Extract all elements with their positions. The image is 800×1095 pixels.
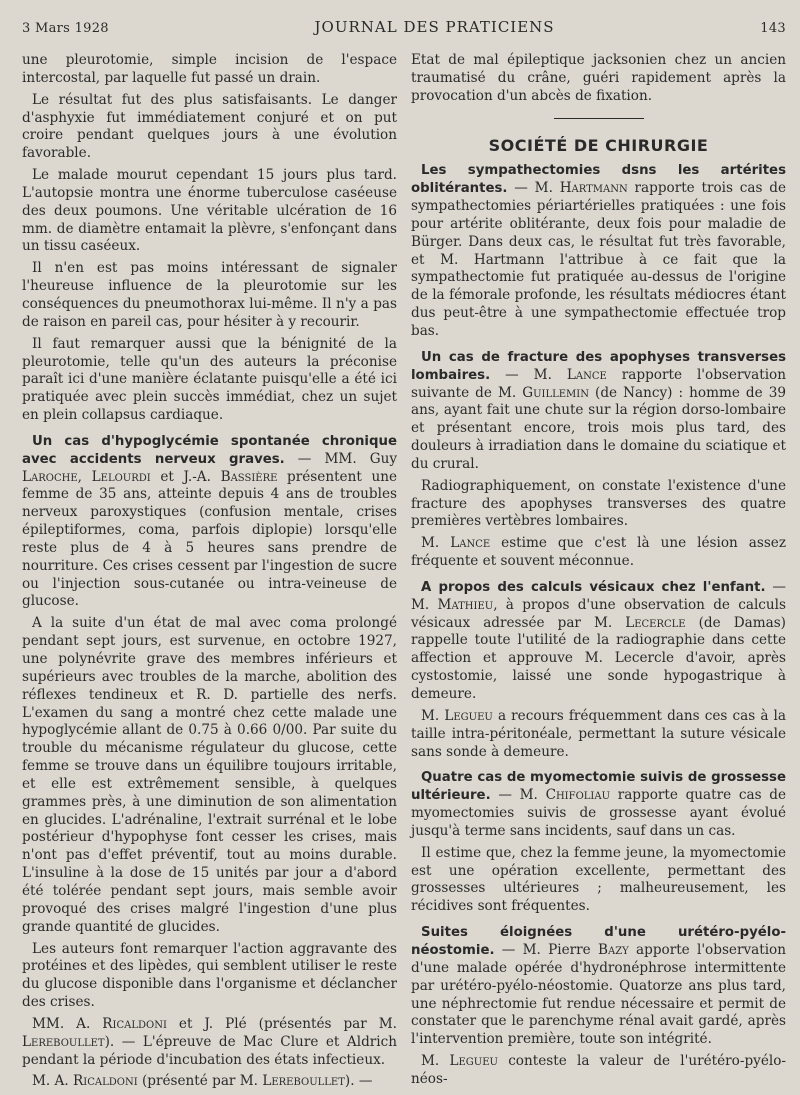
author-name: Ricaldoni (102, 1015, 167, 1032)
paragraph: Etat de mal épileptique jacksonien chez un ancien traumatisé du crâne, guéri rapidement après la provocation d'un abcès de fixation. (411, 52, 786, 104)
paragraph: M. A. Ricaldoni (présenté par M. Lereboullet). — (32, 1073, 373, 1090)
communication-calculs: A propos des calculs vésicaux chez l'enfant. — M. Mathieu, à propos d'une observation de calculs vésicaux adressée par M. Lecercle (de Damas) rappelle toute l'utilité de la radiographie dans cette affection et approuve M. Lecercle d'avoir, après cystostomie, laissé une sonde hypogastrique à demeure. (411, 578, 786, 702)
communication-title: Un cas de fracture des apophyses transverses lombaires. (411, 349, 786, 383)
paragraph: Il n'en est pas moins intéressant de signaler l'heureuse influence de la pleurotomie sur les conséquences du pneumothorax lui-même. Il n'y a pas de raison en pareil cas, pour hésiter à y recourir. (22, 260, 397, 330)
author-name: Lance (450, 535, 491, 552)
author-name: Lereboullet (22, 1033, 105, 1050)
paragraph: Le malade mourut cependant 15 jours plus tard. L'autopsie montra une énorme tuberculose caséeuse des deux poumons. Une véritable ulcération de 16 mm. de diamètre entamait la plèvre, s'enfonçant dans un tissu caséeux. (22, 167, 397, 255)
paragraph: M. Lance estime que c'est là une lésion assez fréquente et souvent méconnue. (411, 535, 786, 570)
page-number: 143 (760, 21, 786, 36)
author-name: Bazy (597, 941, 629, 958)
author-name: Lecercle (625, 614, 686, 631)
communication-title: Les sympathectomies dsns les artérites oblitérantes. (411, 163, 786, 197)
communication-fracture: Un cas de fracture des apophyses transverses lombaires. — M. Lance rapporte l'observation suivante de M. Guillemin (de Nancy) : homme de 39 ans, ayant fait une chute sur la région dorso-lombaire et présentant encore, trois mois plus tard, des douleurs à irradiation dans le domaine du sciatique et du crural. (411, 349, 787, 472)
journal-title: JOURNAL DES PRATICIENS (314, 18, 555, 36)
author-name: Guillemin (522, 384, 589, 401)
communication-title: A propos des calculs vésicaux chez l'enfant. (421, 579, 766, 595)
communication-myomectomie: Quatre cas de myomectomie suivis de grossesse ultérieure. — M. Chifoliau rapporte quatre cas de myomectomies suivis de grossesse ayant évolué jusqu'à terme sans incidents, sauf dans un cas. (411, 770, 786, 839)
right-column (411, 52, 786, 1095)
communication-title: Quatre cas de myomectomie suivis de grossesse ultérieure. (411, 770, 786, 804)
running-head (22, 18, 786, 42)
paragraph: M. Legueu a recours fréquemment dans ces cas à la taille intra-péritonéale, permettant la suture vésicale sans sonde à demeure. (411, 707, 786, 760)
paragraph: Le résultat fut des plus satisfaisants. Le danger d'asphyxie fut immédiatement conjuré et on put croire pendant quelques jours à une évolution favorable. (22, 91, 397, 162)
author-name: Laroche (22, 468, 78, 485)
author-name: Legueu (444, 707, 493, 724)
paragraph: M. Legueu conteste la valeur de l'urétéro-pyélo-néos- (411, 1053, 787, 1087)
section-divider (554, 118, 644, 119)
paragraph: une pleurotomie, simple incision de l'espace intercostal, par laquelle fut passé un drain. (22, 52, 397, 86)
issue-date: 3 Mars 1928 (22, 21, 109, 36)
paragraph: Radiographiquement, on constate l'existence d'une fracture des apophyses transverses des quatre premières vertèbres lombaires. (411, 477, 786, 530)
author-name: Legueu (449, 1053, 498, 1070)
communication-title: Un cas d'hypoglycémie spontanée chronique avec accidents nerveux graves. (22, 433, 397, 467)
paragraph: MM. A. Ricaldoni et J. Plé (présentés par M. Lereboullet). — L'épreuve de Mac Clure et Aldrich pendant la période d'incubation des états infectieux. (22, 1015, 397, 1068)
author-name: Chifoliau (545, 787, 611, 804)
communication-hypoglycemie: Un cas d'hypoglycémie spontanée chronique avec accidents nerveux graves. — MM. Guy Laroche, Lelourdi et J.-A. Bassière présentent une femme de 35 ans, atteinte depuis 4 ans de troubles nerveux paroxystiques (confusion mentale, crises épileptiformes, coma, parfois diplopie) lorsqu'elle reste plus de 4 à 5 heures sans prendre de nourriture. Ces crises cessent par l'ingestion de sucre ou l'injection sous-cutanée ou intra-veineuse de glucose. (22, 433, 398, 610)
author-name: Lereboullet (262, 1073, 345, 1090)
section-title: SOCIÉTÉ DE CHIRURGIE (488, 135, 709, 155)
communication-title: Suites éloignées d'une urétéro-pyélo-néostomie. (411, 925, 786, 958)
communication-ureteropyelo: Suites éloignées d'une urétéro-pyélo-néostomie. — M. Pierre Bazy apporte l'observation d'une malade opérée d'hydronéphrose intermittente par urétéro-pyélo-néostomie. Quatorze ans plus tard, une néphrectomie fut rendue nécessaire et permit de constater que le parenchyme rénal avait gardé, après l'intervention première, toute son intégrité. (411, 925, 786, 1048)
text-columns (22, 52, 786, 1095)
paragraph: Il faut remarquer aussi que la bénignité de la pleurotomie, telle qu'un des auteurs la préconise paraît ici d'une manière éclatante puisqu'elle a été ici pratiquée avec plein succès immédiat, chez un sujet en plein collapsus cardiaque. (22, 335, 397, 424)
author-name: Hartmann (559, 180, 628, 197)
author-name: Bassière (220, 468, 278, 485)
paragraph: A la suite d'un état de mal avec coma prolongé pendant sept jours, est survenue, en octobre 1927, une polynévrite grave des membres inférieurs et supérieurs avec troubles de la marche, abolition des réflexes tendineux et R. D. partielle des nerfs. L'examen du sang a montré chez cette malade une hypoglycémie allant de 0.75 à 0.66 0/00. Par suite du trouble du mécanisme régulateur du glucose, cette femme se trouve dans un équilibre toujours irritable, et elle est extrêmement sensible, à quelques grammes près, à une diminution de son alimentation en glucides. L'adrénaline, l'extrait surrénal et le lobe postérieur d'hypophyse font cesser les crises, mais n'ont pas d'effet préventif, tout au moins durable. L'insuline à la dose de 15 unités par jour a d'abord été tolérée pendant sept jours, mais semble avoir provoqué des crises malgré l'ingestion d'une plus grande quantité de glucides. (22, 615, 397, 935)
author-name: Lance (566, 366, 607, 383)
author-name: Mathieu (437, 596, 494, 613)
paragraph: Il estime que, chez la femme jeune, la myomectomie est une opération excellente, permettant des grossesses ultérieures ; malheureusement, les récidives sont fréquentes. (411, 844, 786, 915)
author-name: Ricaldoni (73, 1073, 138, 1090)
author-name: Lelourdi (91, 468, 151, 485)
paragraph: Les auteurs font remarquer l'action aggravante des protéines et des lipèdes, qui semblent utiliser le reste du glucose disponible dans l'organisme et déclancher des crises. (22, 940, 397, 1011)
left-column (22, 52, 397, 1095)
communication-sympathectomies: Les sympathectomies dsns les artérites oblitérantes. — M. Hartmann rapporte trois cas de sympathectomies périartérielles pratiquées : une fois pour artérite oblitérante, deux fois pour maladie de Bürger. Dans deux cas, le résultat fut très favorable, et M. Hartmann l'attribue à ce fait que la sympathectomie fut pratiquée au-dessus de l'origine de la fémorale profonde, les résultats médiocres étant dus peut-être à une sympathectomie effectuée trop bas. (411, 163, 786, 339)
